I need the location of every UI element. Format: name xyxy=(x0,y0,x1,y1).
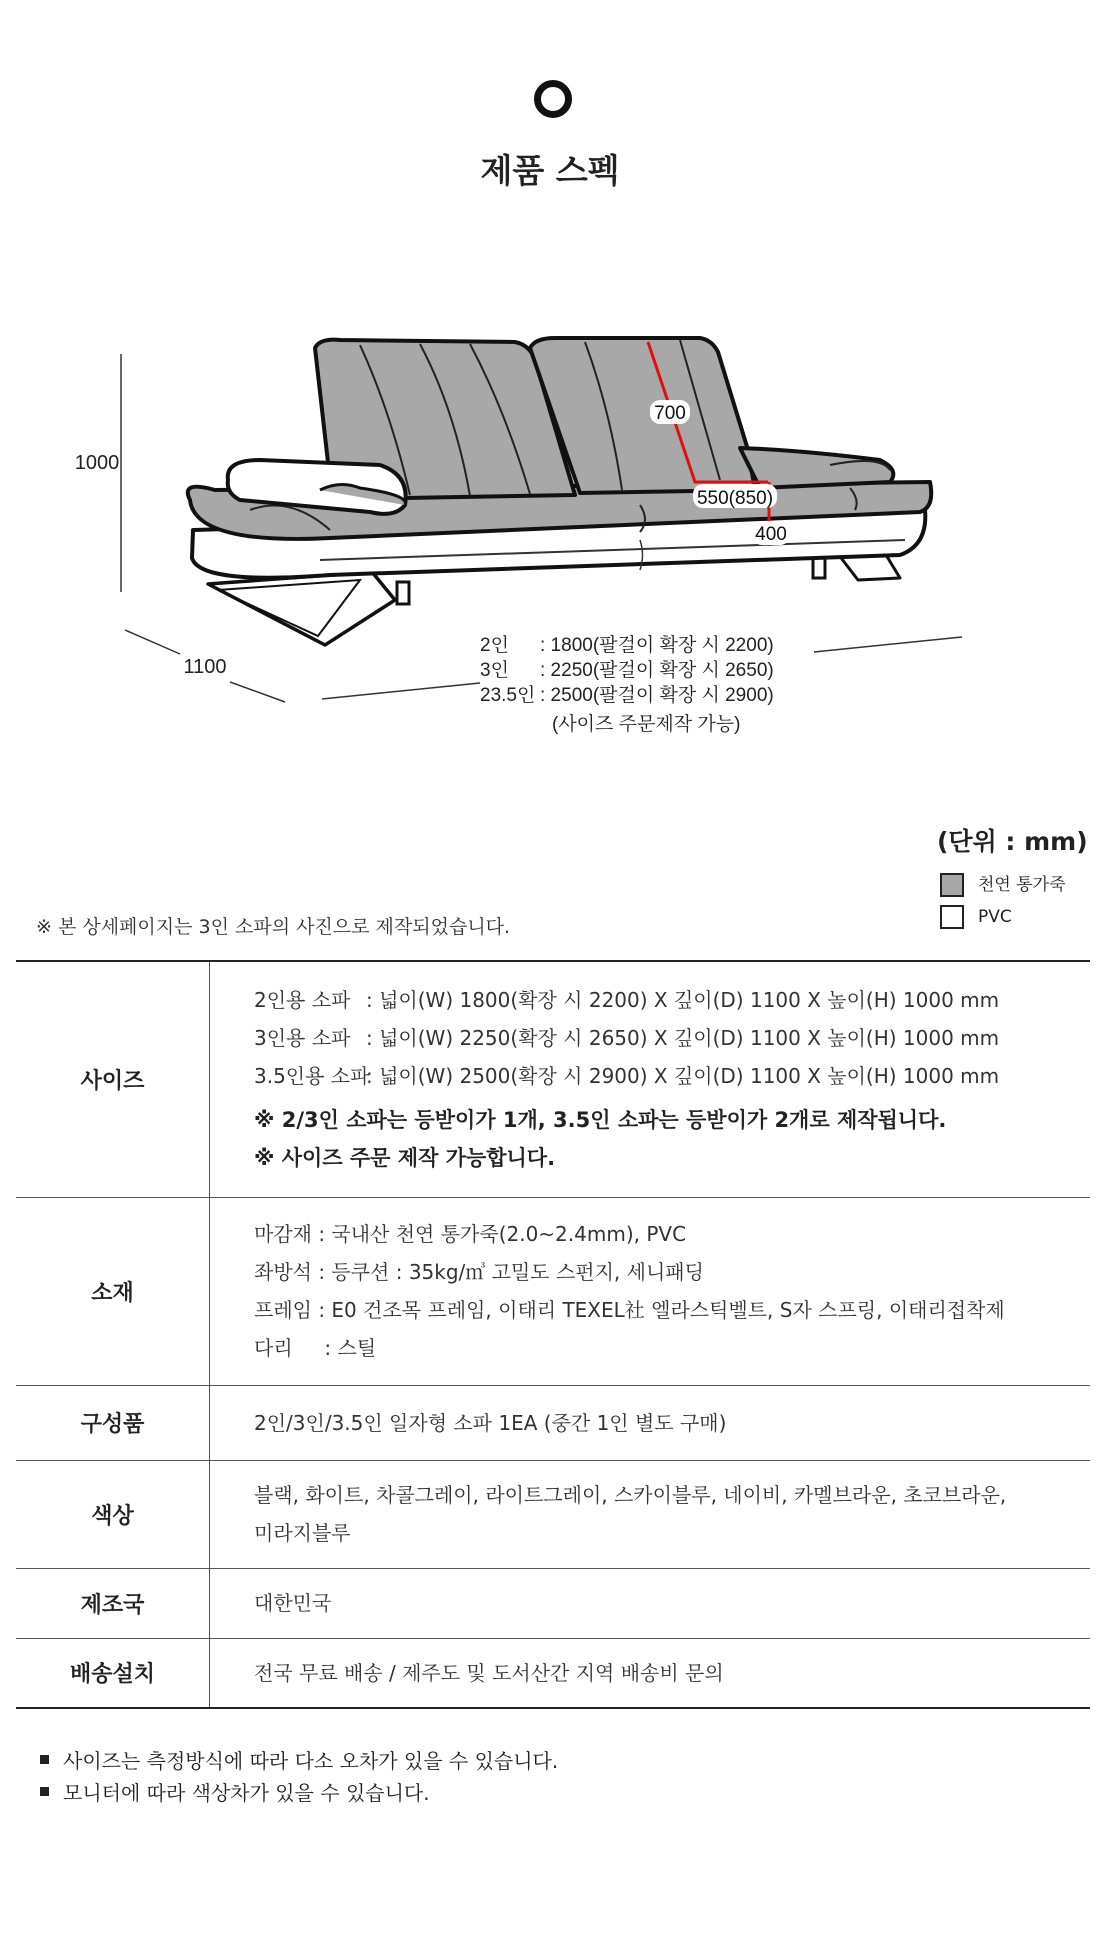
sofa-base xyxy=(208,572,395,645)
table-row xyxy=(16,1568,1090,1638)
footnote: 모니터에 따라 색상차가 있을 수 있습니다. xyxy=(40,1777,430,1806)
table-row xyxy=(16,1385,1090,1460)
spec-header-delivery: 배송설치 xyxy=(16,1638,210,1708)
back-height-label: 700 xyxy=(654,403,686,424)
spec-value-material: 마감재 : 국내산 천연 통가죽(2.0~2.4mm), PVC 좌방석 : 등쿠션 : 35kg/㎥ 고밀도 스펀지, 세니패딩 프레임 : E0 건조목 프레임, 이태리 TEXEL社 엘라스틱벨트, S자 스프링, 이태리접착제 다리 : 스틸 xyxy=(210,1197,1091,1385)
spec-header-size: 사이즈 xyxy=(16,961,210,1197)
footnote: 사이즈는 측정방식에 따라 다소 오차가 있을 수 있습니다. xyxy=(40,1745,558,1774)
page-note: ※ 본 상세페이지는 3인 소파의 사진으로 제작되었습니다. xyxy=(36,916,511,938)
table-row xyxy=(16,961,1090,1197)
spec-value-color: 블랙, 화이트, 차콜그레이, 라이트그레이, 스카이블루, 네이비, 카멜브라운, 초코브라운, 미라지블루 xyxy=(210,1460,1091,1568)
bullet-icon xyxy=(40,1787,49,1796)
spec-value-size: 2인용 소파 : 넓이(W) 1800(확장 시 2200) X 깊이(D) 1100 X 높이(H) 1000 mm 3인용 소파 : 넓이(W) 2250(확장 시 2650) X 깊이(D) 1100 X 높이(H) 1000 mm 3.5인용 소파: 넓이(W) 2500(확장 시 2900) X 깊이(D) 1100 X 높이(H) 1000 mm ※ 2/3인 소파는 등받이가 1개, 3.5인 소파는 등받이가 2개로 제작됩니다. ※ 사이즈 주문 제작 가능합니다. xyxy=(210,961,1091,1197)
legend-leather: 천연 통가죽 xyxy=(940,870,1066,897)
bullet-icon xyxy=(40,1755,49,1764)
page-title: 제품 스펙 xyxy=(480,151,620,190)
spec-value-delivery: 전국 무료 배송 / 제주도 및 도서산간 지역 배송비 문의 xyxy=(254,1660,724,1685)
spec-value-origin: 대한민국 xyxy=(210,1568,1091,1638)
size-list xyxy=(480,633,840,737)
size-row: 3인 : 2250(팔걸이 확장 시 2650) xyxy=(480,660,774,681)
table-row xyxy=(16,1638,1090,1708)
spec-header-material: 소재 xyxy=(16,1197,210,1385)
swatch-pvc xyxy=(940,905,964,929)
circle-icon xyxy=(534,80,572,118)
size-row: 2인 : 1800(팔걸이 확장 시 2200) xyxy=(480,635,774,656)
size-custom-note: (사이즈 주문제작 가능) xyxy=(552,714,741,735)
spec-header-origin: 제조국 xyxy=(16,1568,210,1638)
depth-label: 1100 xyxy=(183,656,227,678)
legend-pvc: PVC xyxy=(940,905,1012,929)
size-row: 23.5인 : 2500(팔걸이 확장 시 2900) xyxy=(480,685,774,706)
spec-value-components: 2인/3인/3.5인 일자형 소파 1EA (중간 1인 별도 구매) xyxy=(210,1385,1091,1460)
spec-header-color: 색상 xyxy=(16,1460,210,1568)
table-row xyxy=(16,1460,1090,1568)
swatch-leather xyxy=(940,873,964,897)
table-row xyxy=(16,1197,1090,1385)
seat-depth-label: 550(850) xyxy=(696,488,774,509)
spec-table xyxy=(16,960,1090,1709)
height-label: 1000 xyxy=(74,452,120,474)
seat-height-label: 400 xyxy=(755,524,787,545)
spec-header-components: 구성품 xyxy=(16,1385,210,1460)
unit-label: (단위 : mm) xyxy=(937,827,1088,856)
